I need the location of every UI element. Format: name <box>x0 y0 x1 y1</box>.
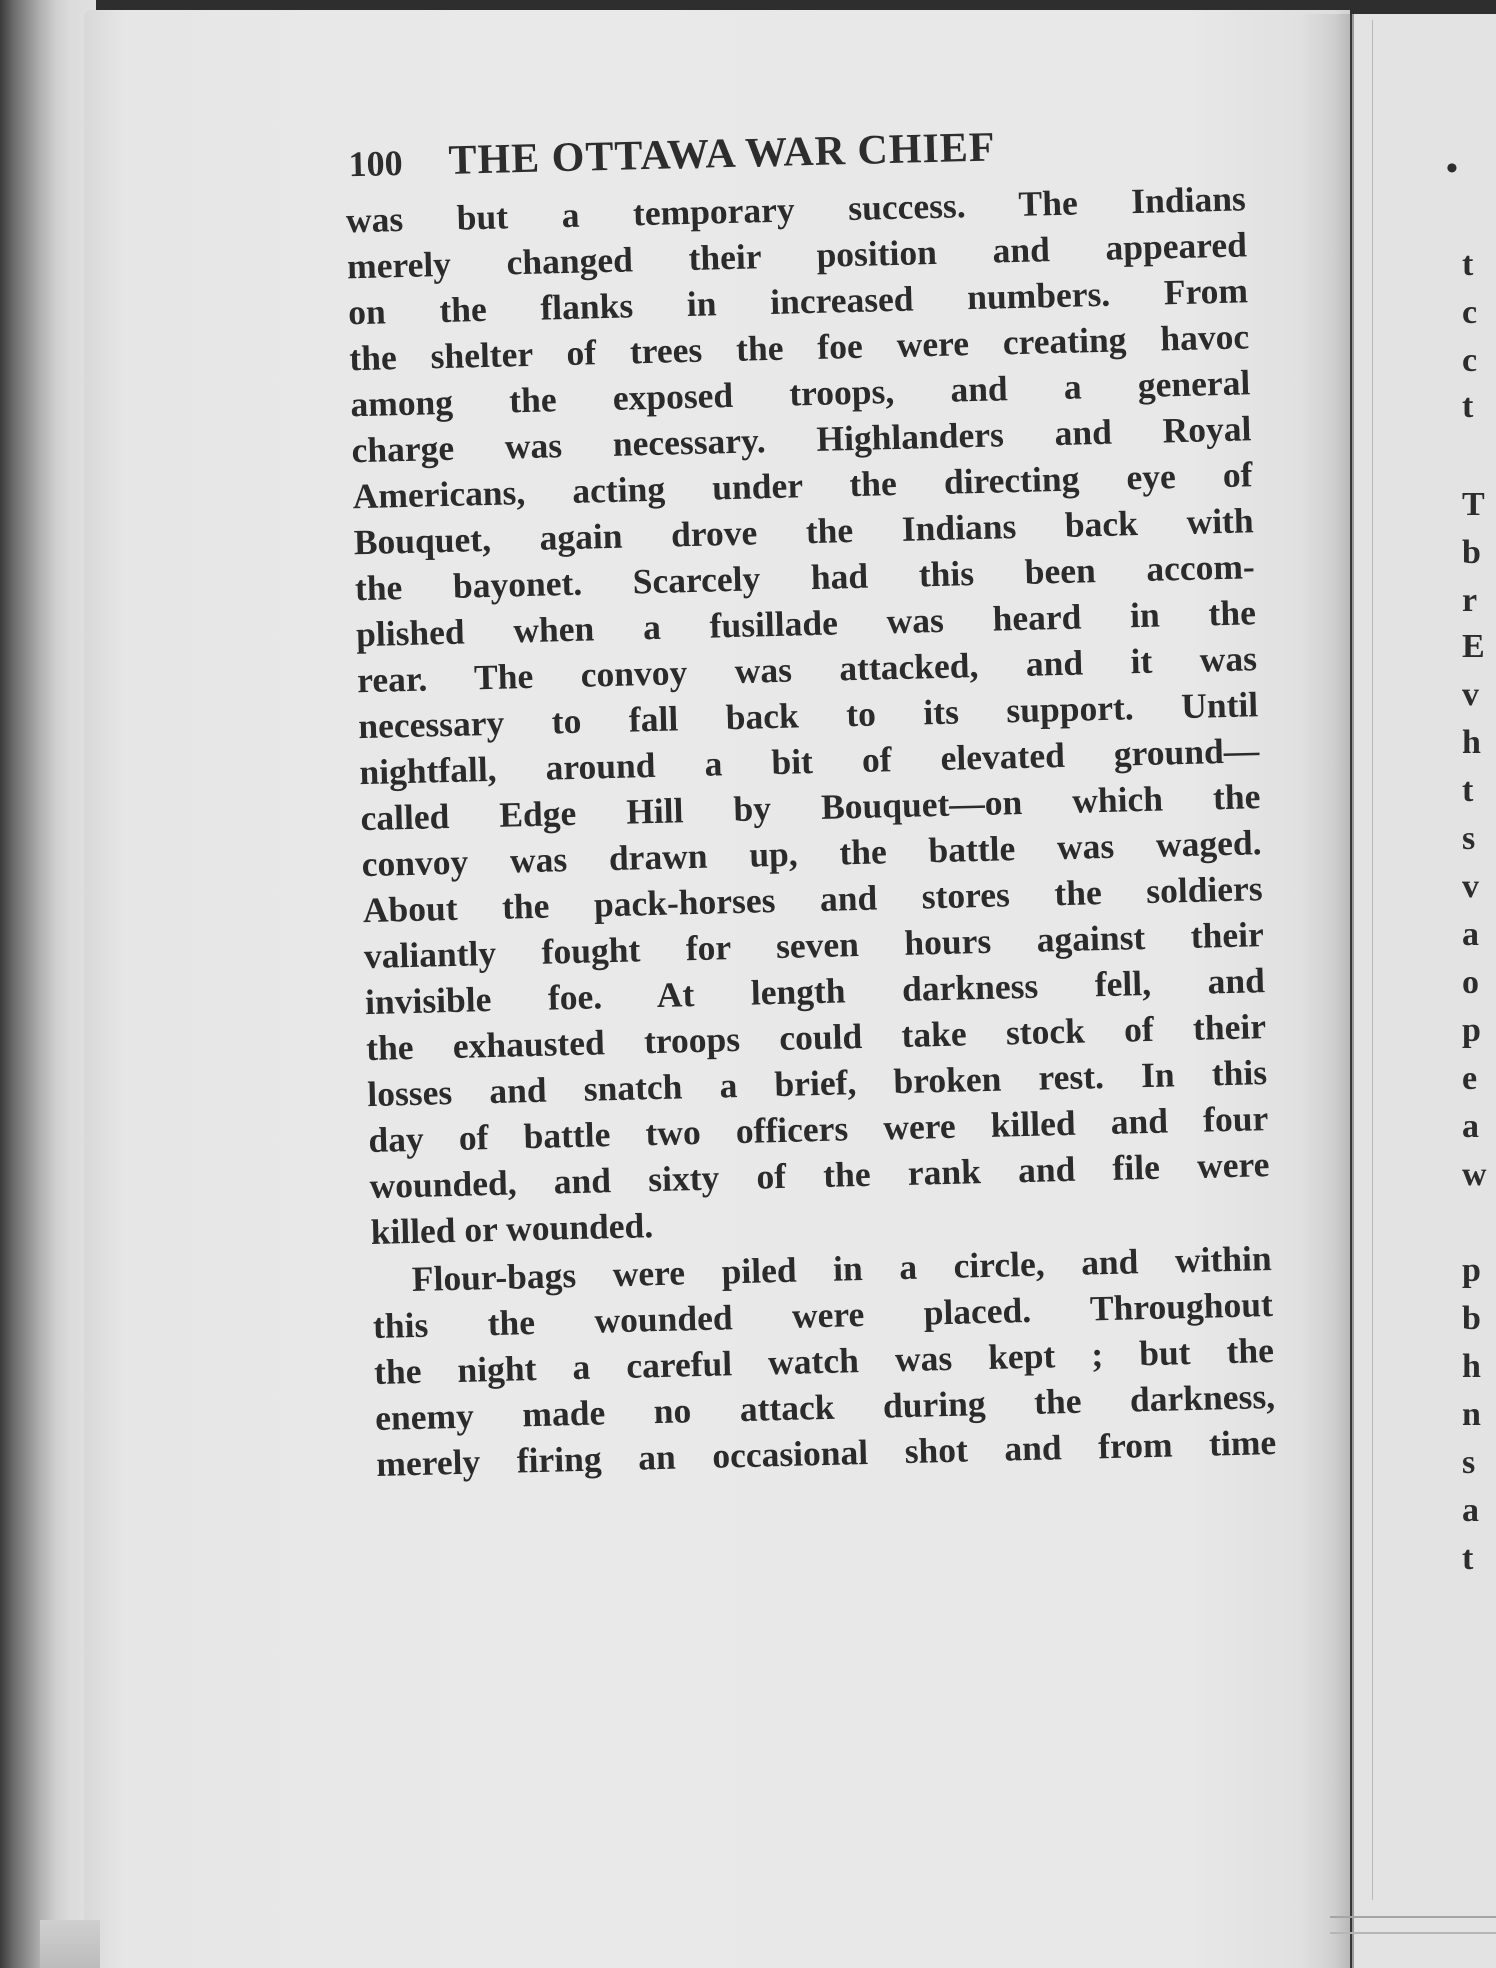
gutter-shadow <box>1300 14 1360 1968</box>
facing-page-fragment: c <box>1462 342 1478 379</box>
text-line: wounded, and sixty of the rank and file were <box>369 1144 1270 1207</box>
facing-page-fragment: • <box>1446 150 1458 187</box>
facing-page-fragment: v <box>1462 868 1479 905</box>
facing-page-fragment: r <box>1462 582 1478 619</box>
facing-page-fragment: n <box>1462 1396 1481 1433</box>
text-line: plished when a fusillade was heard in the <box>355 592 1257 655</box>
facing-page-fragment: a <box>1462 916 1479 953</box>
facing-page-fragment: t <box>1462 246 1474 283</box>
facing-page-fragment: t <box>1462 772 1474 809</box>
text-line: rear. The convoy was attacked, and it was <box>356 638 1258 701</box>
text-line: the exhausted troops could take stock of their <box>365 1006 1267 1069</box>
facing-page-fragment: a <box>1462 1492 1479 1529</box>
text-line: the bayonet. Scarcely had this been accom- <box>354 546 1256 609</box>
facing-page-fragment: t <box>1462 1540 1474 1577</box>
facing-page-fragment: t <box>1462 388 1474 425</box>
facing-page-fragment: b <box>1462 1300 1481 1337</box>
facing-page-fragment: w <box>1462 1156 1487 1193</box>
text-line: the shelter of trees the foe were creating havoc <box>348 316 1250 379</box>
text-line: charge was necessary. Highlanders and Royal <box>351 408 1252 471</box>
text-line: killed or wounded. <box>370 1205 654 1253</box>
facing-page-fragment: p <box>1462 1252 1481 1289</box>
facing-page-fragment: a <box>1462 1108 1479 1145</box>
text-line: losses and snatch a brief, broken rest. In this <box>366 1052 1268 1115</box>
facing-page-fragment: o <box>1462 964 1479 1001</box>
text-line: merely changed their position and appeared <box>346 224 1248 287</box>
facing-page-fragment: E <box>1462 628 1485 665</box>
text-line: nightfall, around a bit of elevated ground— <box>358 730 1260 793</box>
text-line: was but a temporary success. The Indians <box>345 178 1247 241</box>
page-number: 100 <box>348 142 404 185</box>
facing-page-fragment: h <box>1462 724 1481 761</box>
text-line: called Edge Hill by Bouquet—on which the <box>360 776 1261 839</box>
text-line: this the wounded were placed. Throughout <box>372 1284 1274 1347</box>
facing-page-fragment: e <box>1462 1060 1478 1097</box>
text-line: necessary to fall back to its support. Until <box>357 684 1259 747</box>
spine-line <box>1372 20 1373 1900</box>
page-corner-fold <box>40 1920 100 1968</box>
running-head-title: THE OTTAWA WAR CHIEF <box>447 124 997 184</box>
text-line: Americans, acting under the directing eye of <box>352 454 1253 517</box>
text-line: invisible foe. At length darkness fell, and <box>364 960 1266 1023</box>
book-page-edges <box>0 0 96 1968</box>
facing-page-fragment: v <box>1462 676 1479 713</box>
text-line: Flour-bags were piled in a circle, and within <box>411 1238 1273 1300</box>
facing-page-fragment: h <box>1462 1348 1481 1385</box>
text-line: merely firing an occasional shot and from time <box>375 1421 1277 1484</box>
text-line: day of battle two officers were killed and four <box>367 1098 1269 1161</box>
page-bottom-curl <box>1330 1916 1496 1934</box>
facing-page-fragment: s <box>1462 820 1476 857</box>
text-line: on the flanks in increased numbers. From <box>347 270 1249 333</box>
text-line: valiantly fought for seven hours against their <box>363 914 1265 977</box>
facing-page-fragment: p <box>1462 1012 1481 1049</box>
text-line: convoy was drawn up, the battle was waged. <box>361 822 1262 885</box>
text-line: among the exposed troops, and a general <box>349 362 1251 425</box>
text-line: the night a careful watch was kept ; but the <box>373 1330 1275 1392</box>
text-line: Bouquet, again drove the Indians back with <box>353 500 1255 563</box>
text-line: enemy made no attack during the darkness, <box>374 1376 1276 1438</box>
text-line: About the pack-horses and stores the soldiers <box>362 868 1264 931</box>
facing-page-fragment: b <box>1462 534 1481 571</box>
facing-page-fragment: s <box>1462 1444 1476 1481</box>
facing-page-fragment: c <box>1462 294 1478 331</box>
facing-page-fragment: T <box>1462 486 1485 523</box>
